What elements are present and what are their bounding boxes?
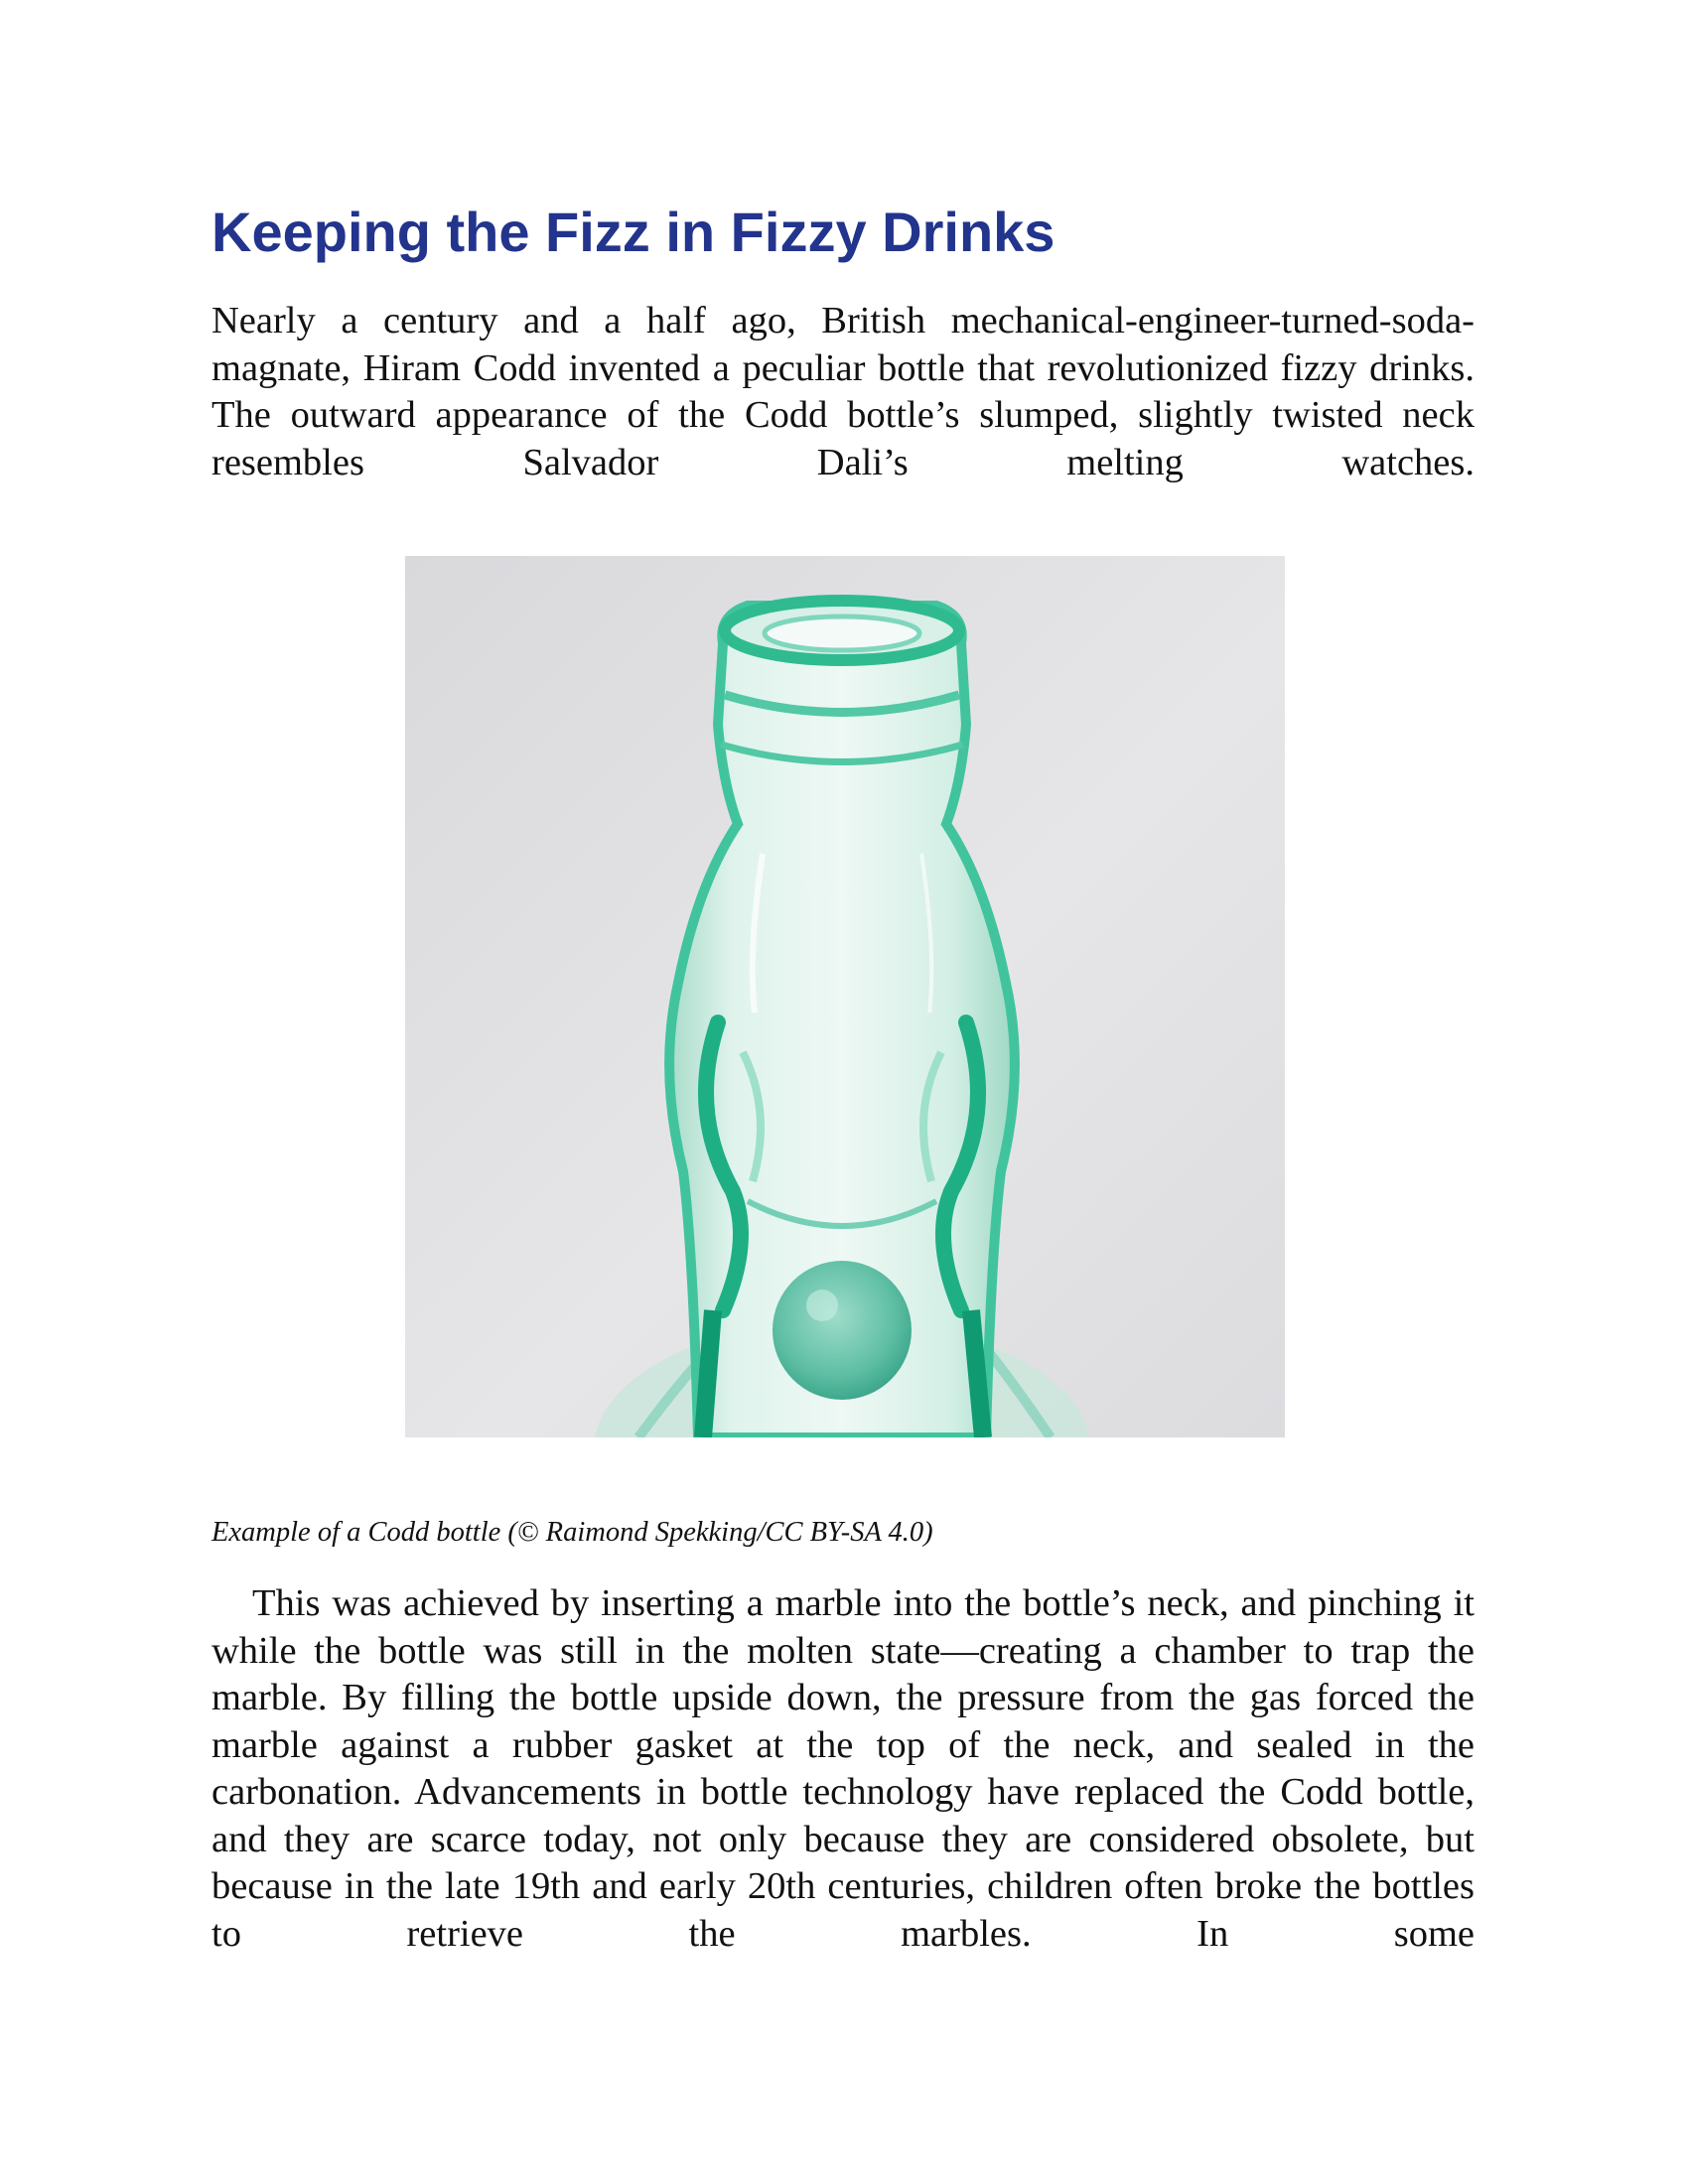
- figure-caption: Example of a Codd bottle (© Raimond Spekking/CC BY-SA 4.0): [211, 1517, 933, 1548]
- codd-bottle-photo: [405, 556, 1285, 1437]
- page-title: Keeping the Fizz in Fizzy Drinks: [211, 201, 1055, 263]
- codd-bottle-illustration: [405, 556, 1285, 1437]
- body-paragraph: This was achieved by inserting a marble into the bottle’s neck, and pinching it while the bottle was still in the molten state—creating a chamber to trap the marble. By filling the bottle upside down, the pressure from the gas forced the marble against a rubber gasket at the top of the neck, and sealed in the carbonation. Advancements in bottle technology have replaced the Codd bottle, and they are scarce today, not only because they are considered obsolete, but because in the late 19th and early 20th centuries, children often broke the bottles to retrieve the marbles. In some: [211, 1582, 1475, 1955]
- intro-paragraph: Nearly a century and a half ago, British mechanical-engineer-turned-soda-magnate, Hiram Codd invented a peculiar bottle that revolutionized fizzy drinks. The outward appearance of the Codd bottle’s slumped, slightly twisted neck resembles Salvador Dali’s melting watches.: [211, 300, 1475, 483]
